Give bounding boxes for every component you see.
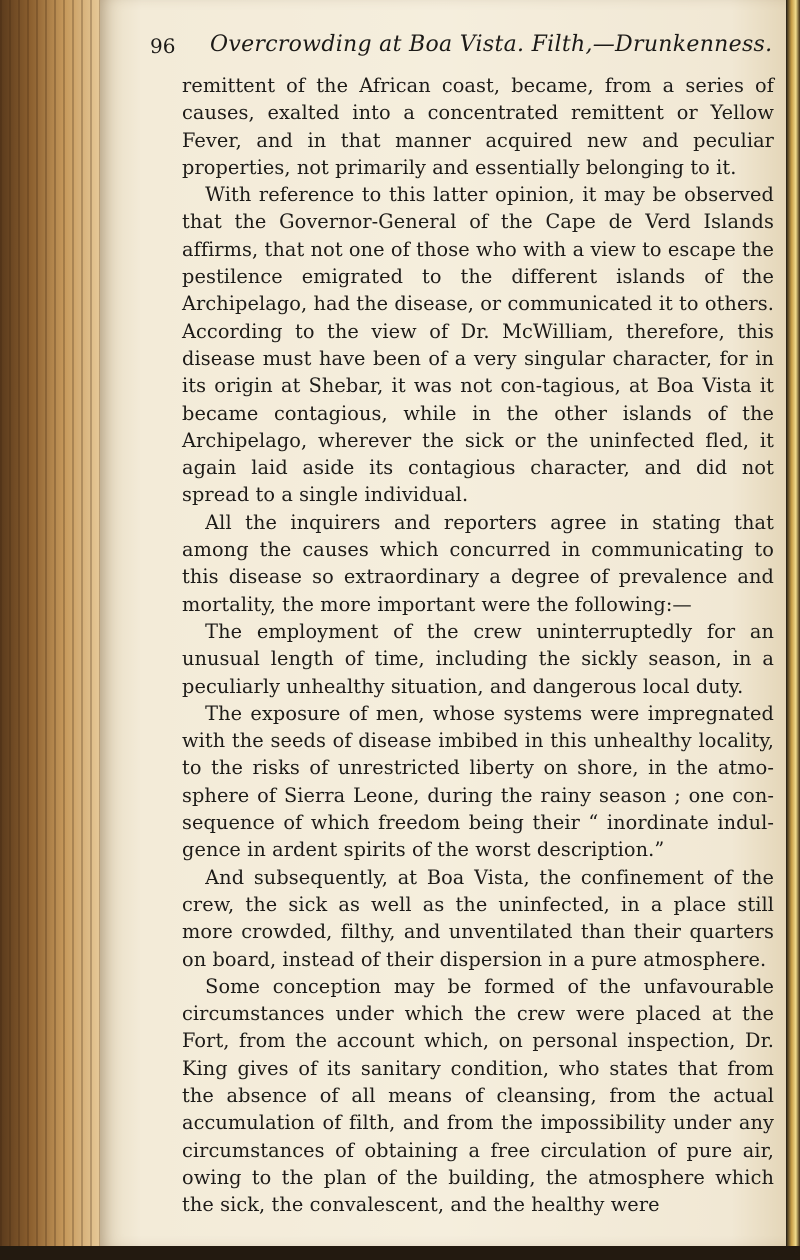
paragraph-2: With reference to this latter opinion, it may be observed that the Governor-General of the Cape de Verd Islands affirms, that not one of those who with a view to escape the pestilence emigrated to the different islands of the Archipelago, had the disease, or communicated it to others. According to the view of Dr. McWilliam, therefore, this disease must have been of a very singular character, for in its origin at Shebar, it was not con-tagious, at Boa Vista it became contagious, while in the other islands of the Archipelago, wherever the sick or the uninfected fled, it again laid aside its contagious character, and did not spread to a single individual. [182,183,774,507]
paragraph-3: All the inquirers and reporters agree in stating that among the causes which concurred in communicating to this disease so extraordinary a degree of prevalence and mortality, the more important were the following:— [182,510,774,616]
paragraph-7: Some conception may be formed of the unfavourable circumstances under which the crew were placed at the Fort, from the account which, on personal inspection, Dr. King gives of its sanitary condition, who states that from the absence of all means of cleansing, from the actual accumulation of filth, and from the impossibility under any circumstances of obtaining a free circulation of pure air, owing to the plan of the building, the atmosphere which the sick, the convalescent, and the healthy were [182,974,774,1217]
page-body-text [182,72,774,1218]
running-header [150,28,773,68]
paragraph-1: remittent of the African coast, became, from a series of causes, exalted into a concentrated remittent or Yellow Fever, and in that manner acquired new and peculiar properties, not primarily and essentially belonging to it. [182,74,774,179]
running-title: Overcrowding at Boa Vista. Filth,—Drunkenness. [210,32,773,57]
paragraph-5: The exposure of men, whose systems were impregnated with the seeds of disease imbibed in this unhealthy locality, to the risks of unrestricted liberty on shore, in the atmo-sphere of Sierra Leone, during the rainy season ; one con-sequence of which freedom being their “ inordinate indul-gence in ardent spirits of the worst description.” [182,701,774,862]
paragraph-6: And subsequently, at Boa Vista, the confinement of the crew, the sick as well as the uninfected, in a place still more crowded, filthy, and unventilated than their quarters on board, instead of their dispersion in a pure atmosphere. [182,865,774,971]
paragraph-4: The employment of the crew uninterruptedly for an unusual length of time, including the sickly season, in a peculiarly unhealthy situation, and dangerous local duty. [182,619,774,698]
page-number: 96 [150,34,176,58]
page-edge-bottom [0,1246,800,1260]
page-edge-right [786,0,800,1260]
